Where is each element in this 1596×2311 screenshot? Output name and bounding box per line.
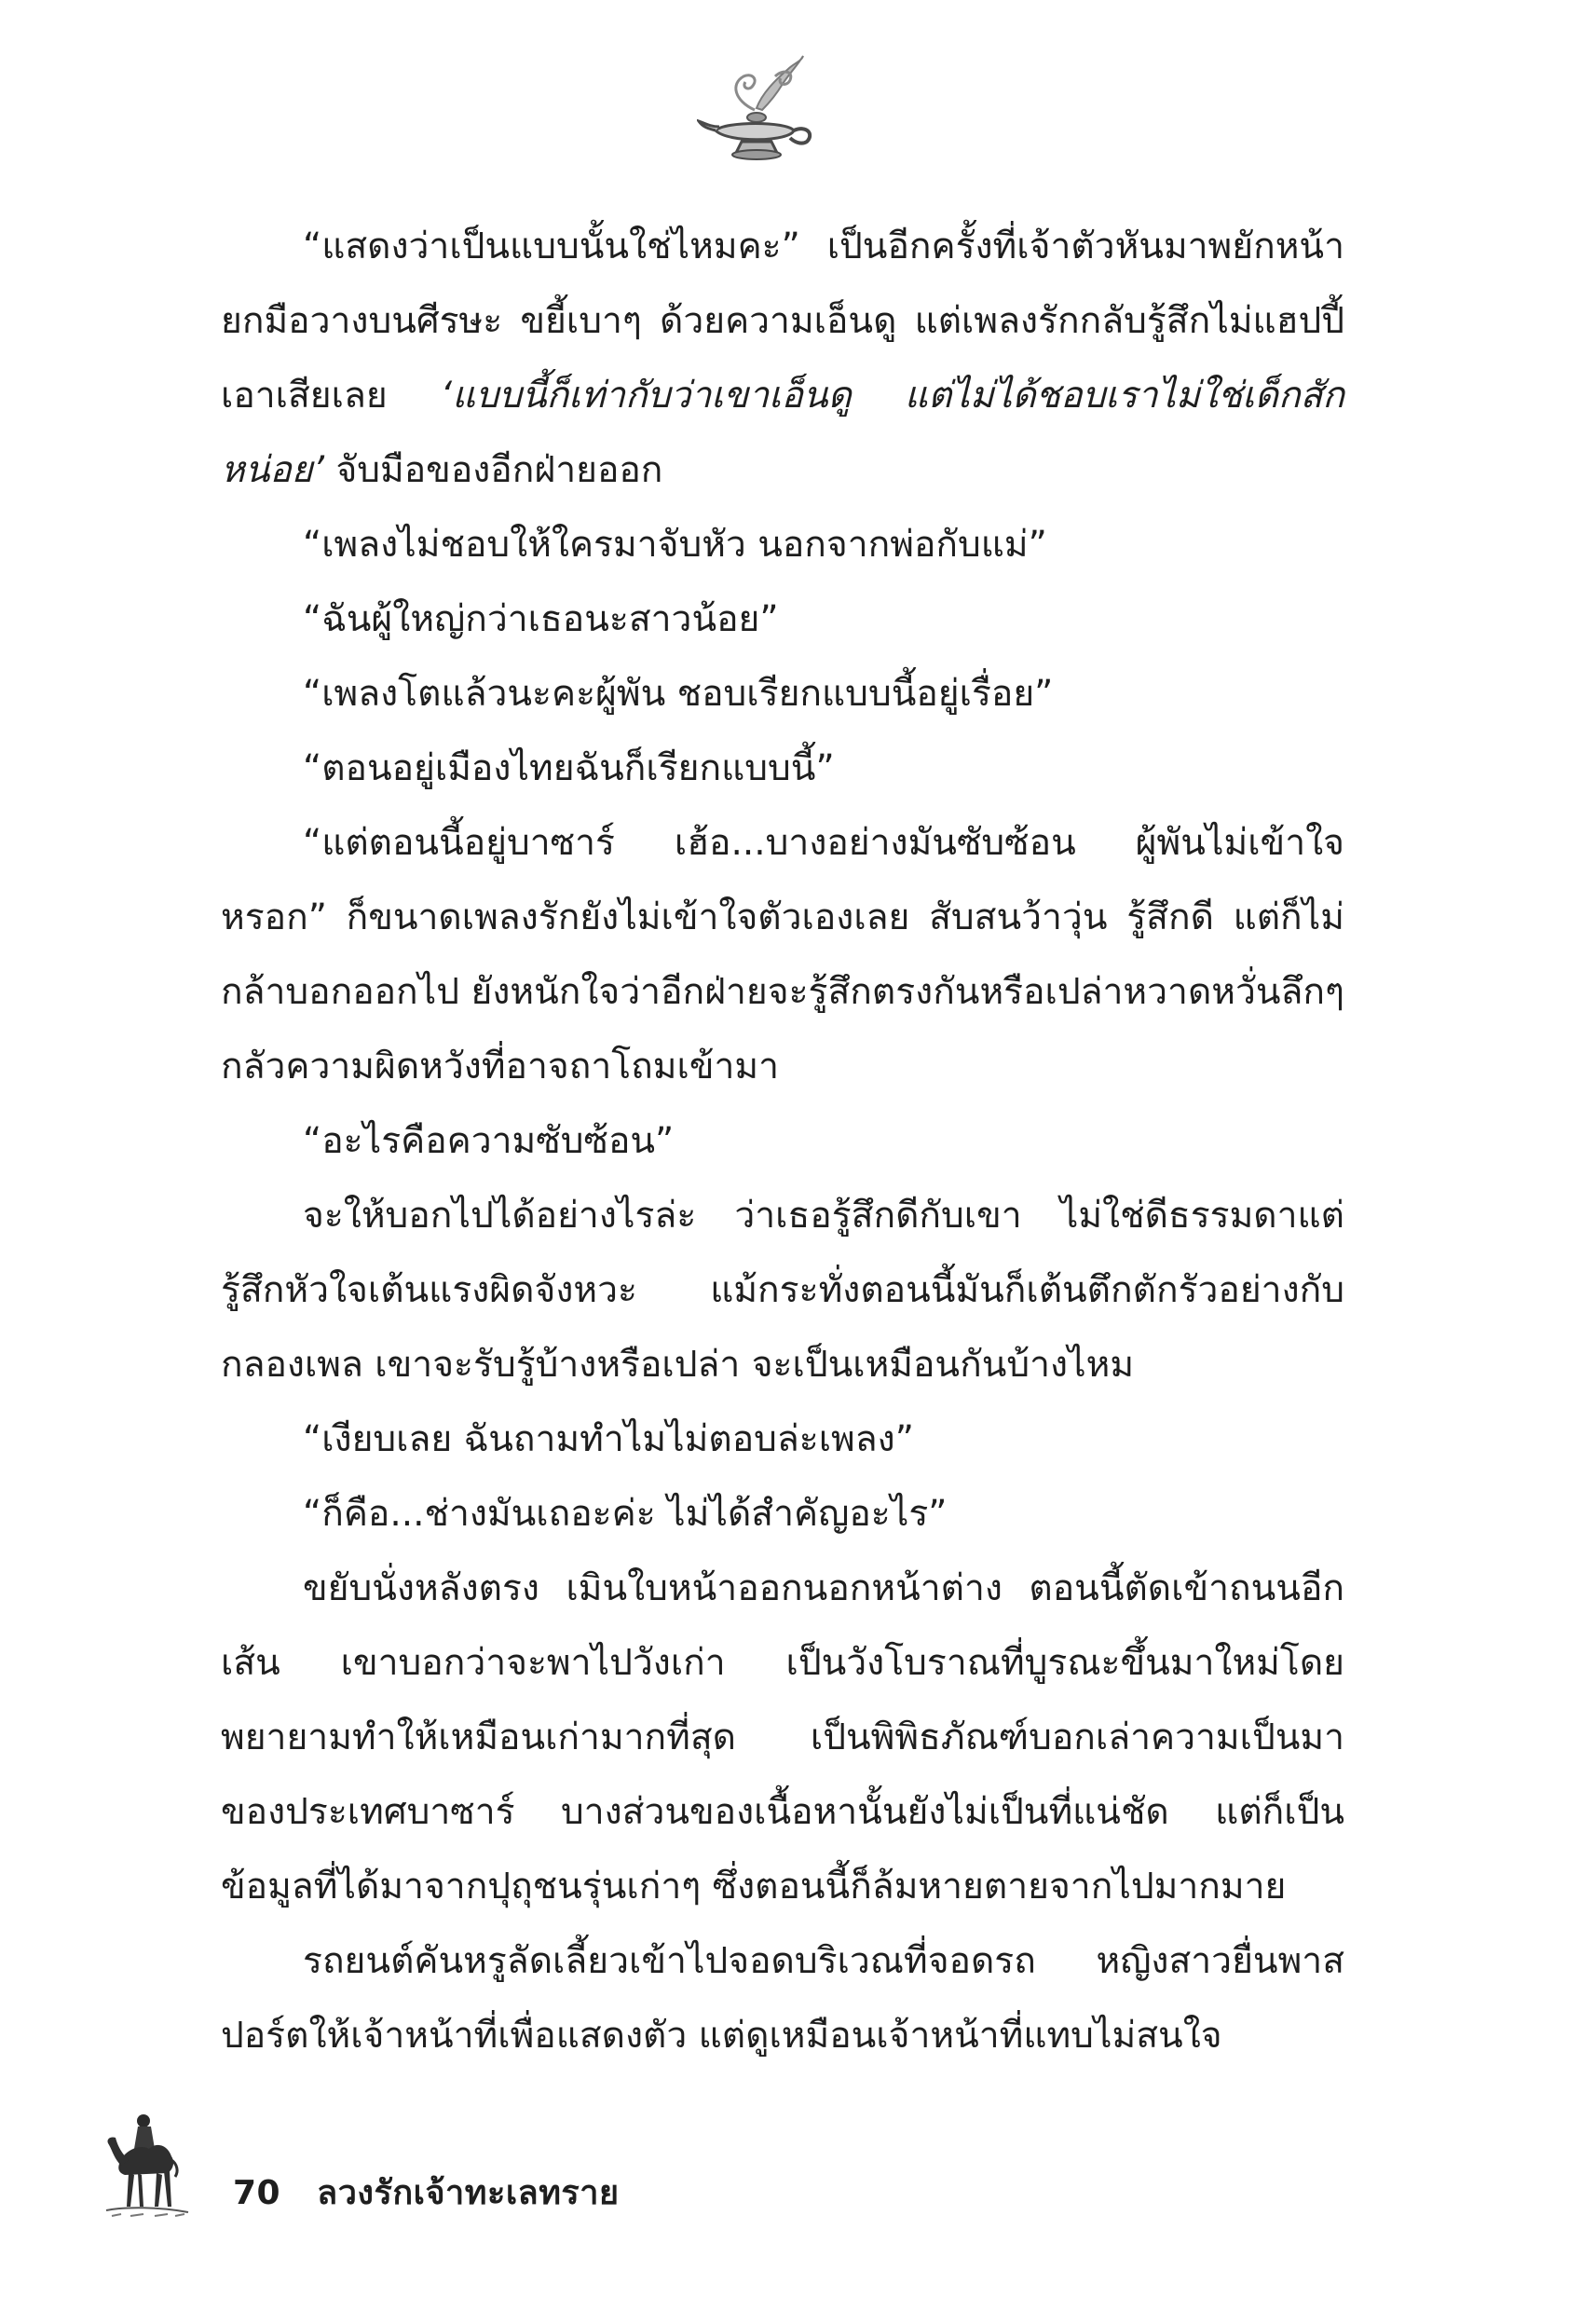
paragraph [221, 657, 1344, 732]
italic-thought-text: ‘แบบนี้ก็เท่ากับว่าเขาเอ็นดู แต่ไม่ได้ชอบเราไม่ใช่เด็กสักหน่อย’ [221, 375, 1344, 491]
paragraph [221, 1179, 1344, 1402]
paragraph [221, 1924, 1344, 2073]
paragraph-text: “แสดงว่าเป็นแบบนั้นใช่ไหมคะ” เป็นอีกครั้งที่เจ้าตัวหันมาพยักหน้า ยกมือวางบนศีรษะ ขยี้เบาๆ ด้วยความเอ็นดู แต่เพลงรักกลับรู้สึกไม่แฮปปี้เอาเสียเลย [221, 226, 1344, 417]
paragraph [221, 806, 1344, 1104]
camel-rider-icon [102, 2108, 192, 2220]
paragraph-text: “ตอนอยู่เมืองไทยฉันก็เรียกแบบนี้” [303, 747, 835, 789]
paragraph [221, 1402, 1344, 1477]
paragraph [221, 1552, 1344, 1924]
genie-lamp-icon [697, 52, 816, 162]
paragraph [221, 732, 1344, 806]
paragraph [221, 210, 1344, 508]
page-footer [233, 2166, 620, 2219]
paragraph-text: “ฉันผู้ใหญ่กว่าเธอนะสาวน้อย” [303, 598, 779, 640]
paragraph [221, 1104, 1344, 1179]
paragraph-text: “แต่ตอนนี้อยู่บาซาร์ เฮ้อ...บางอย่างมันซับซ้อน ผู้พันไม่เข้าใจหรอก” ก็ขนาดเพลงรักยังไม่เข้าใจตัวเองเลย สับสนว้าวุ่น รู้สึกดี แต่ก็ไม่กล้าบอกออกไป ยังหนักใจว่าอีกฝ่ายจะรู้สึกตรงกันหรือเปล่าหวาดหวั่นลึกๆ กลัวความผิดหวังที่อาจถาโถมเข้ามา [221, 822, 1344, 1087]
paragraph-text: จะให้บอกไปได้อย่างไรล่ะ ว่าเธอรู้สึกดีกับเขา ไม่ใช่ดีธรรมดาแต่รู้สึกหัวใจเต้นแรงผิดจังหวะ แม้กระทั่งตอนนี้มันก็เต้นตึกตักรัวอย่างกับกลองเพล เขาจะรับรู้บ้างหรือเปล่า จะเป็นเหมือนกันบ้างไหม [221, 1195, 1344, 1386]
paragraph [221, 508, 1344, 582]
paragraph-text: “เพลงโตแล้วนะคะผู้พัน ชอบเรียกแบบนี้อยู่เรื่อย” [303, 673, 1054, 715]
paragraph-text: “เงียบเลย ฉันถามทำไมไม่ตอบล่ะเพลง” [303, 1418, 914, 1460]
book-title: ลวงรักเจ้าทะเลทราย [317, 2174, 620, 2212]
paragraph [221, 582, 1344, 657]
paragraph-text: จับมือของอีกฝ่ายออก [324, 449, 663, 491]
body-text [221, 210, 1344, 2073]
paragraph-text: ขยับนั่งหลังตรง เมินใบหน้าออกนอกหน้าต่าง ตอนนี้ตัดเข้าถนนอีกเส้น เขาบอกว่าจะพาไปวังเก่า เป็นวังโบราณที่บูรณะขึ้นมาใหม่โดยพยายามทำให้เหมือนเก่ามากที่สุด เป็นพิพิธภัณฑ์บอกเล่าความเป็นมาของประเทศบาซาร์ บางส่วนของเนื้อหานั้นยังไม่เป็นที่แน่ชัด แต่ก็เป็นข้อมูลที่ได้มาจากปุถุชนรุ่นเก่าๆ ซึ่งตอนนี้ก็ล้มหายตายจากไปมากมาย [221, 1567, 1344, 1908]
paragraph-text: “เพลงไม่ชอบให้ใครมาจับหัว นอกจากพ่อกับแม่” [303, 524, 1047, 566]
paragraph [221, 1477, 1344, 1552]
paragraph-text: “อะไรคือความซับซ้อน” [303, 1120, 675, 1162]
page-number: 70 [233, 2174, 281, 2212]
paragraph-text: “ก็คือ...ช่างมันเถอะค่ะ ไม่ได้สำคัญอะไร” [303, 1493, 948, 1535]
paragraph-text: รถยนต์คันหรูลัดเลี้ยวเข้าไปจอดบริเวณที่จอดรถ หญิงสาวยื่นพาสปอร์ตให้เจ้าหน้าที่เพื่อแสดงตัว แต่ดูเหมือนเจ้าหน้าที่แทบไม่สนใจ [221, 1940, 1344, 2057]
